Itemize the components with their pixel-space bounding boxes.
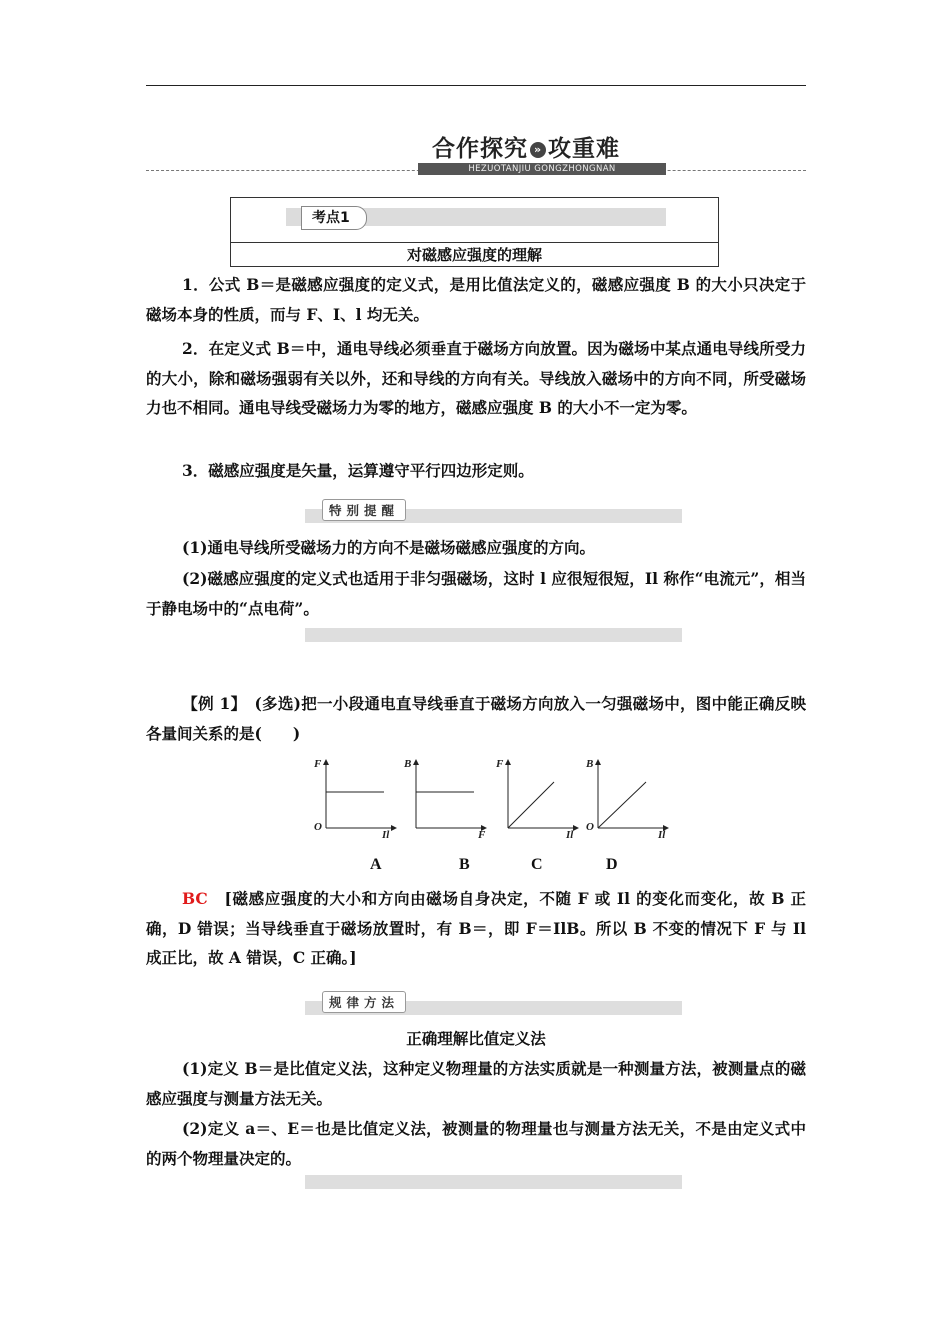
graph-d-x-label: Il [658,829,666,841]
answer-key: BC [182,889,208,908]
graph-b-x-label: F [478,829,486,841]
graph-c-line [508,782,554,828]
option-c-label: C [531,856,543,873]
method-tag: 规律方法 [322,991,406,1013]
top-rule [146,85,806,86]
graph-d-y-label: B [586,758,594,770]
method-bottom-bar [305,1175,682,1189]
option-d-label: D [606,856,618,873]
point-1: 1．公式 B＝是磁感应强度的定义式，是用比值法定义的，磁感应强度 B 的大小只决定于磁场本身的性质，而与 F、I、l 均无关。 [146,275,806,324]
option-b-label: B [459,856,470,873]
point-2: 2．在定义式 B＝中，通电导线必须垂直于磁场方向放置。因为磁场中某点通电导线所受力的大小，除和磁场强弱有关以外，还和导线的方向有关。导线放入磁场中的方向不同，所受磁场力也不相同。通电导线受磁场力为零的地方，磁感应强度 B 的大小不一定为零。 [146,339,806,417]
graph-a-x-label: Il [382,829,390,841]
note-item-2: (2)磁感应强度的定义式也适用于非匀强磁场，这时 l 应很短很短，Il 称作“电流元”，相当于静电场中的“点电荷”。 [146,569,806,618]
graph-a-origin: O [314,821,322,833]
graph-c-y-label: F [496,758,504,770]
graph-b-y-label: B [404,758,412,770]
graph-d-origin: O [586,821,594,833]
banner-title-b: 攻重难 [548,136,620,162]
example-graphs [300,752,680,844]
section-banner-title [432,130,620,163]
chevron-bullet-icon: » [530,142,546,158]
graph-a-y-label: F [314,758,322,770]
special-note-tag: 特别提醒 [322,499,406,521]
note-bottom-bar [305,628,682,642]
answer-explanation: BC [磁感应强度的大小和方向由磁场自身决定，不随 F 或 Il 的变化而变化，故 B 正确，D 错误；当导线垂直于磁场放置时，有 B＝，即 F＝IlB。所以 B 不变的情况下 F 与 Il 成正比，故 A 错误，C 正确。] [146,889,806,967]
graph-d [585,758,668,841]
method-title: 正确理解比值定义法 [406,1030,546,1048]
point-3: 3．磁感应强度是矢量，运算遵守平行四边形定则。 [182,461,534,480]
topic-title: 对磁感应强度的理解 [406,246,542,264]
graph-b [403,758,486,841]
banner-subtitle: HEZUOTANJIU GONGZHONGNAN [418,163,666,175]
topic-divider [231,242,718,243]
method-item-1: (1)定义 B＝是比值定义法，这种定义物理量的方法实质就是一种测量方法，被测量点的磁感应强度与测量方法无关。 [146,1059,806,1108]
option-a-label: A [370,856,382,873]
graph-a [313,758,396,841]
graph-c [495,758,578,841]
example-question: 【例 1】 (多选)把一小段通电直导线垂直于磁场方向放入一匀强磁场中，图中能正确反映各量间关系的是( ) [146,694,807,743]
graph-d-line [598,782,646,828]
note-item-1: (1)通电导线所受磁场力的方向不是磁场磁感应强度的方向。 [182,538,595,557]
topic-box [230,197,719,267]
example-label: 【例 1】 [182,694,239,713]
method-item-2: (2)定义 a＝、E＝也是比值定义法，被测量的物理量也与测量方法无关，不是由定义式中的两个物理量决定的。 [146,1119,806,1168]
banner-title-a: 合作探究 [432,136,528,162]
topic-tag: 考点1 [301,206,367,230]
graph-c-x-label: Il [566,829,574,841]
